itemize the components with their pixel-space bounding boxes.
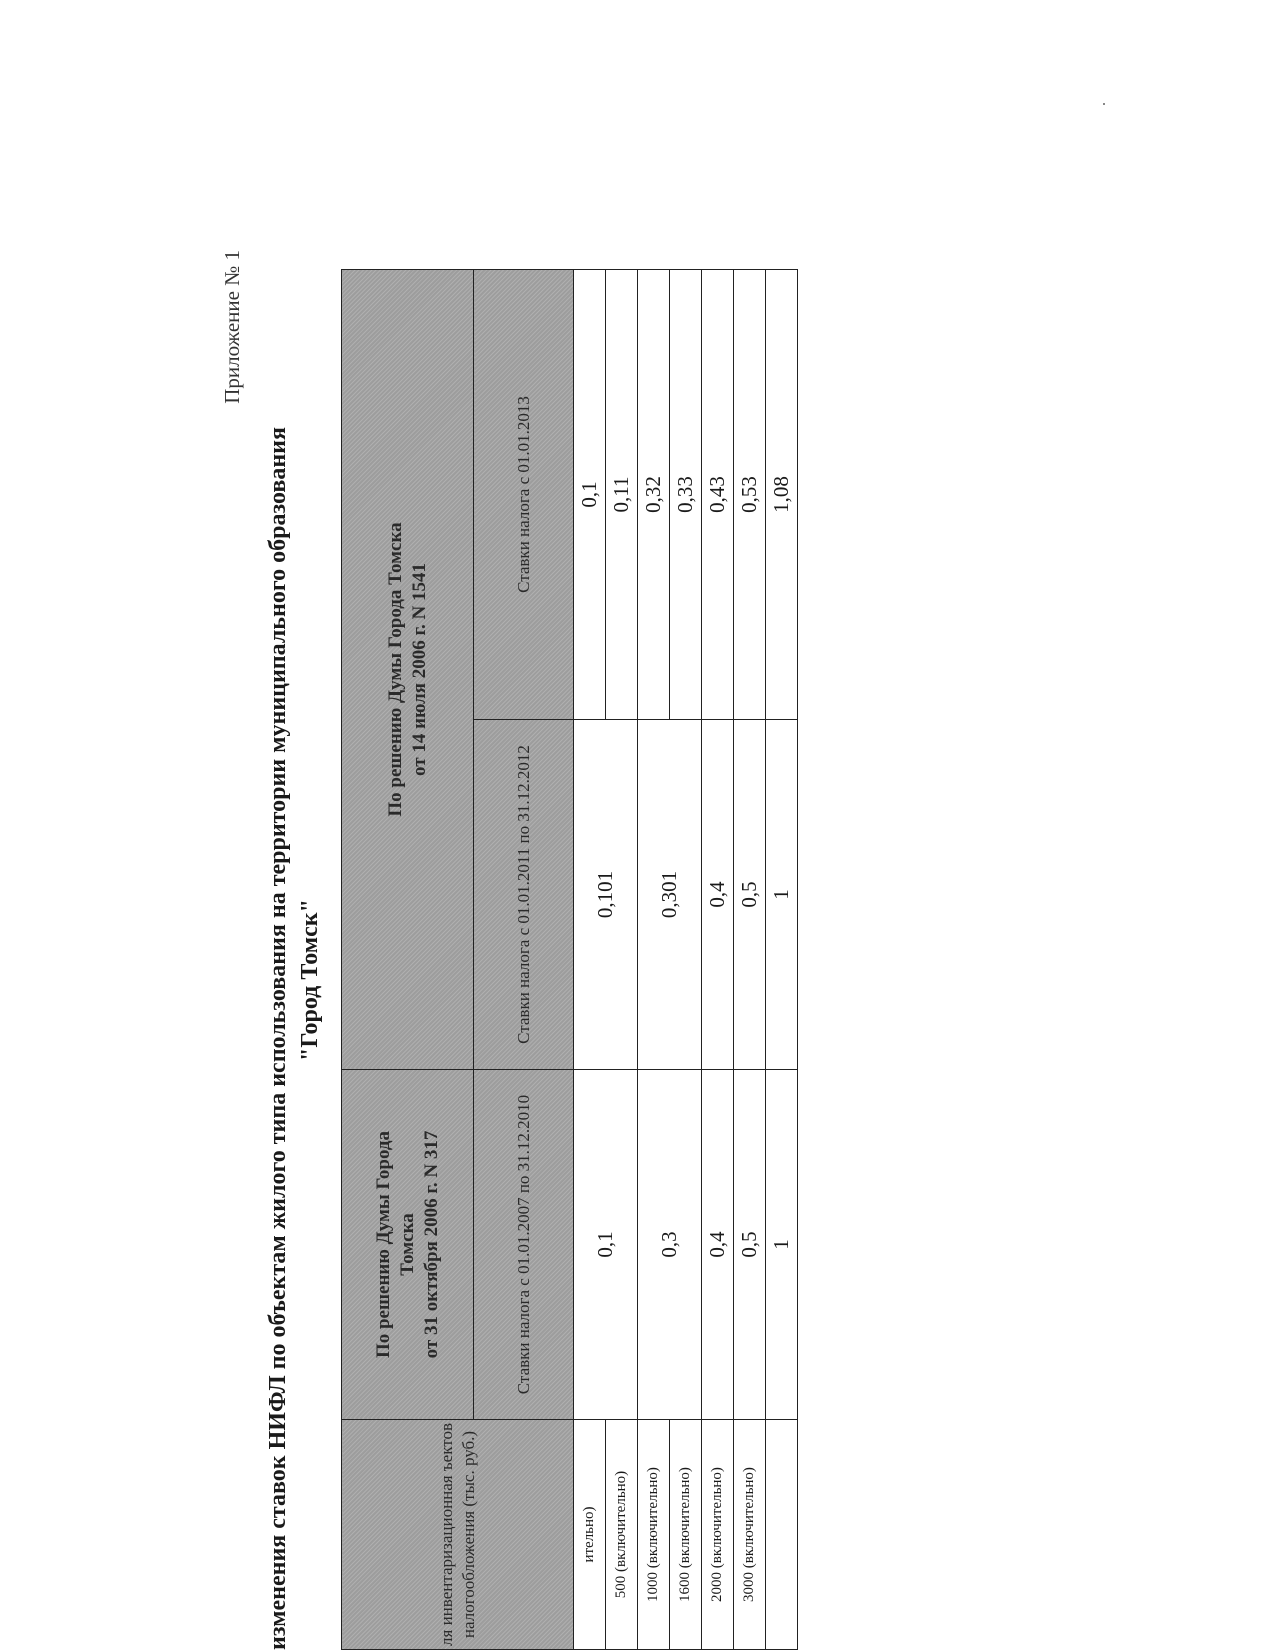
appendix-label: Приложение № 1	[220, 250, 244, 404]
rate-2013: 0,43	[702, 270, 734, 720]
rate-2011: 0,4	[702, 720, 734, 1070]
row-label: 2000 (включительно)	[702, 1420, 734, 1650]
rate-2007: 0,4	[702, 1070, 734, 1420]
rate-2007: 0,3	[638, 1070, 702, 1420]
header-rates-2011-2012: Ставки налога с 01.01.2011 по 31.12.2012	[474, 720, 574, 1070]
rotated-page	[220, 250, 793, 1650]
rate-2007: 0,5	[734, 1070, 766, 1420]
header-1541-line1: По решению Думы Города Томска	[384, 522, 406, 817]
rate-2013: 1,08	[766, 270, 798, 720]
title-line-2: "Город Томск"	[297, 899, 323, 1061]
rate-2011: 0,301	[638, 720, 702, 1070]
rate-2011: 1	[766, 720, 798, 1070]
row-label	[766, 1420, 798, 1650]
row-label: 1000 (включительно)	[638, 1420, 670, 1650]
rate-2013: 0,11	[606, 270, 638, 720]
rate-2011: 0,101	[574, 720, 638, 1070]
scan-speck	[1103, 103, 1105, 105]
header-317-line2: Томска	[396, 1213, 418, 1276]
tax-rates-table	[341, 269, 798, 1650]
header-inventory-value: ля инвентаризационная ъектов налогообложения (тыс. руб.)	[342, 1420, 574, 1650]
row-label: ительно)	[574, 1420, 606, 1650]
rate-2011: 0,5	[734, 720, 766, 1070]
header-rates-2013: Ставки налога с 01.01.2013	[474, 270, 574, 720]
title-line-1: изменения ставок НИФЛ по объектам жилого типа использования на территории муниципального образования	[265, 427, 291, 1650]
table-row	[766, 270, 798, 1650]
row-label: 500 (включительно)	[606, 1420, 638, 1650]
table-row	[638, 270, 670, 1650]
header-rates-2007-2010: Ставки налога с 01.01.2007 по 31.12.2010	[474, 1070, 574, 1420]
header-decision-317	[342, 1070, 474, 1420]
table-row	[702, 270, 734, 1650]
page-title	[262, 250, 332, 1650]
row-label: 3000 (включительно)	[734, 1420, 766, 1650]
rate-2013: 0,33	[670, 270, 702, 720]
rate-2007: 1	[766, 1070, 798, 1420]
header-317-line3: от 31 октября 2006 г. N 317	[420, 1130, 442, 1359]
header-decision-1541	[342, 270, 474, 1070]
header-317-line1: По решению Думы Города	[372, 1130, 394, 1359]
table-row	[574, 270, 606, 1650]
rate-2013: 0,32	[638, 270, 670, 720]
rate-2013: 0,1	[574, 270, 606, 720]
header-1541-line2: от 14 июля 2006 г. N 1541	[408, 563, 430, 776]
table-row	[734, 270, 766, 1650]
rate-2013: 0,53	[734, 270, 766, 720]
rate-2007: 0,1	[574, 1070, 638, 1420]
row-label: 1600 (включительно)	[670, 1420, 702, 1650]
